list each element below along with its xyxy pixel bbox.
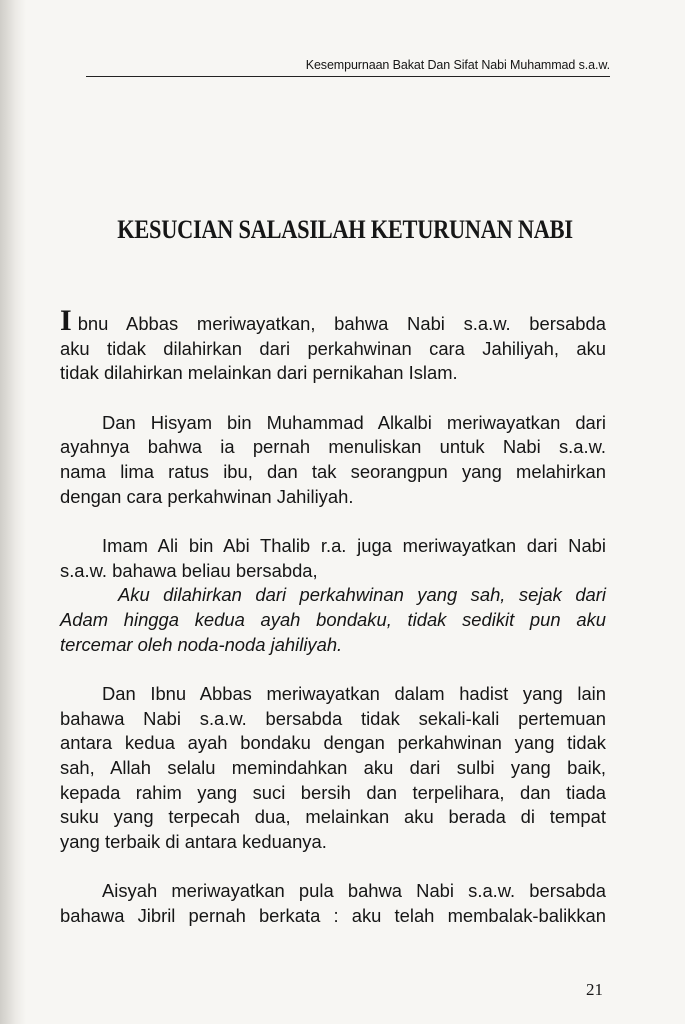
body-text bbox=[60, 304, 606, 928]
paragraph-4 bbox=[60, 682, 606, 854]
running-header: Kesempurnaan Bakat Dan Sifat Nabi Muhammad s.a.w. bbox=[86, 58, 610, 77]
text-line: sah, Allah selalu memindahkan aku dari sulbi yang baik, bbox=[60, 756, 606, 778]
paragraph-5 bbox=[60, 879, 606, 928]
page-gutter-shadow bbox=[0, 0, 26, 1024]
text-line: s.a.w. bahawa beliau bersabda, bbox=[60, 559, 318, 581]
text-line: Imam Ali bin Abi Thalib r.a. juga meriwayatkan dari Nabi bbox=[102, 535, 606, 557]
text-line: Aisyah meriwayatkan pula bahwa Nabi s.a.w. bersabda bbox=[102, 880, 606, 902]
text-line: bahawa Jibril pernah berkata : aku telah membalak-balikkan bbox=[60, 904, 606, 926]
text-line: dengan cara perkahwinan Jahiliyah. bbox=[60, 485, 354, 507]
text-line: bnu Abbas meriwayatkan, bahwa Nabi s.a.w. bersabda bbox=[77, 313, 606, 334]
paragraph-2 bbox=[60, 411, 606, 509]
text-line: ayahnya bahwa ia pernah menuliskan untuk Nabi s.a.w. bbox=[60, 436, 606, 458]
chapter-title: KESUCIAN SALASILAH KETURUNAN NABI bbox=[117, 215, 573, 244]
text-line: tidak dilahirkan melainkan dari pernikahan Islam. bbox=[60, 362, 458, 384]
text-line: nama lima ratus ibu, dan tak seorangpun yang melahirkan bbox=[60, 460, 606, 482]
text-line: kepada rahim yang suci bersih dan terpelihara, dan tiada bbox=[60, 781, 606, 803]
text-line: Dan Ibnu Abbas meriwayatkan dalam hadist yang lain bbox=[102, 683, 606, 705]
text-line: aku tidak dilahirkan dari perkahwinan cara Jahiliyah, aku bbox=[60, 337, 606, 359]
quote-line: Aku dilahirkan dari perkahwinan yang sah, sejak dari bbox=[118, 584, 606, 606]
quote-line: tercemar oleh noda-noda jahiliyah. bbox=[60, 633, 343, 655]
text-line: yang terbaik di antara keduanya. bbox=[60, 830, 327, 852]
text-line: antara kedua ayah bondaku dengan perkahwinan yang tidak bbox=[60, 732, 606, 754]
text-line: bahawa Nabi s.a.w. bersabda tidak sekali-kali pertemuan bbox=[60, 707, 606, 729]
paragraph-3 bbox=[60, 534, 606, 657]
paragraph-1 bbox=[60, 304, 606, 386]
text-line: suku yang terpecah dua, melainkan aku berada di tempat bbox=[60, 806, 606, 828]
quote-line: Adam hingga kedua ayah bondaku, tidak sedikit pun aku bbox=[60, 608, 606, 630]
drop-cap: I bbox=[60, 304, 72, 337]
text-line: Dan Hisyam bin Muhammad Alkalbi meriwayatkan dari bbox=[102, 411, 606, 433]
page-number: 21 bbox=[586, 980, 603, 999]
